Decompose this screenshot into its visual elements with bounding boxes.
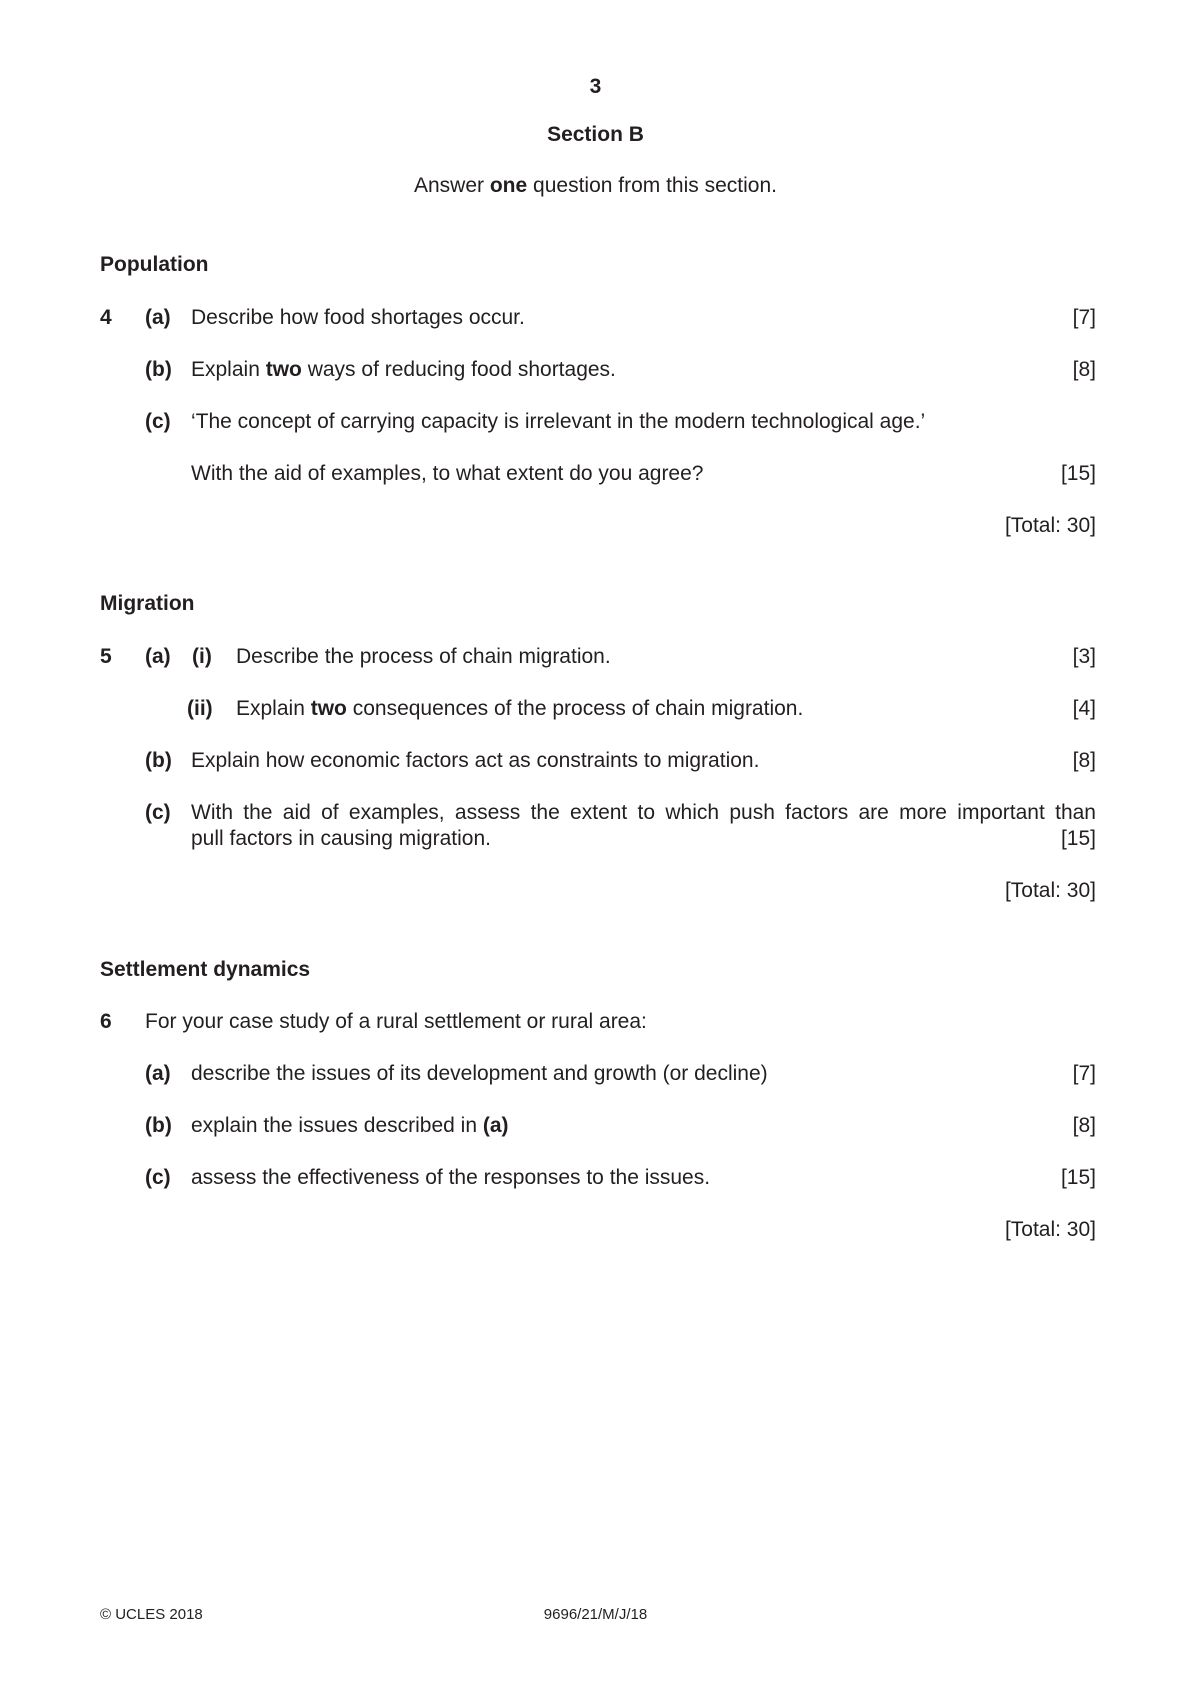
part-label: (c) <box>145 801 171 824</box>
question-text: Explain how economic factors act as constraints to migration. <box>191 749 760 772</box>
mark-allocation: [8] <box>1072 749 1096 772</box>
question-text: explain the issues described in (a) <box>191 1114 509 1137</box>
question-text: Explain two consequences of the process of chain migration. <box>236 697 804 720</box>
question-text: With the aid of examples, assess the extent to which push factors are more important than <box>191 801 1096 824</box>
section-title: Section B <box>547 123 644 146</box>
question-text: With the aid of examples, to what extent do you agree? <box>191 462 704 485</box>
part-label: (b) <box>145 749 172 772</box>
part-label: (c) <box>145 1166 171 1189</box>
topic-heading-population: Population <box>100 253 209 276</box>
question-total: [Total: 30] <box>1004 514 1096 537</box>
part-label: (a) <box>145 645 171 668</box>
subpart-label: (ii) <box>187 697 213 720</box>
part-label: (b) <box>145 1114 172 1137</box>
section-instruction: Answer one question from this section. <box>414 174 777 197</box>
page-number: 3 <box>589 75 602 98</box>
mark-allocation: [15] <box>1060 462 1096 485</box>
mark-allocation: [15] <box>1060 827 1096 850</box>
mark-allocation: [3] <box>1072 645 1096 668</box>
mark-allocation: [15] <box>1060 1166 1096 1189</box>
question-text: Explain two ways of reducing food shortages. <box>191 358 616 381</box>
part-label: (c) <box>145 410 171 433</box>
question-number-5: 5 <box>100 645 112 668</box>
mark-allocation: [4] <box>1072 697 1096 720</box>
question-quote: ‘The concept of carrying capacity is irrelevant in the modern technological age.’ <box>191 410 926 433</box>
mark-allocation: [8] <box>1072 1114 1096 1137</box>
mark-allocation: [7] <box>1072 306 1096 329</box>
question-number-4: 4 <box>100 306 112 329</box>
mark-allocation: [7] <box>1072 1062 1096 1085</box>
question-text: pull factors in causing migration. <box>191 827 491 850</box>
mark-allocation: [8] <box>1072 358 1096 381</box>
question-number-6: 6 <box>100 1010 112 1033</box>
question-text: assess the effectiveness of the responses to the issues. <box>191 1166 711 1189</box>
topic-heading-migration: Migration <box>100 592 195 615</box>
part-label: (b) <box>145 358 172 381</box>
question-text: describe the issues of its development and growth (or decline) <box>191 1062 768 1085</box>
question-total: [Total: 30] <box>1004 1218 1096 1241</box>
footer-copyright: © UCLES 2018 <box>100 1606 203 1623</box>
part-label: (a) <box>145 306 171 329</box>
question-intro: For your case study of a rural settlement or rural area: <box>145 1010 647 1033</box>
topic-heading-settlement: Settlement dynamics <box>100 958 311 981</box>
question-text: Describe the process of chain migration. <box>236 645 611 668</box>
footer-paper-code: 9696/21/M/J/18 <box>543 1606 648 1623</box>
part-label: (a) <box>145 1062 171 1085</box>
question-text: Describe how food shortages occur. <box>191 306 525 329</box>
question-total: [Total: 30] <box>1004 879 1096 902</box>
subpart-label: (i) <box>192 645 212 668</box>
